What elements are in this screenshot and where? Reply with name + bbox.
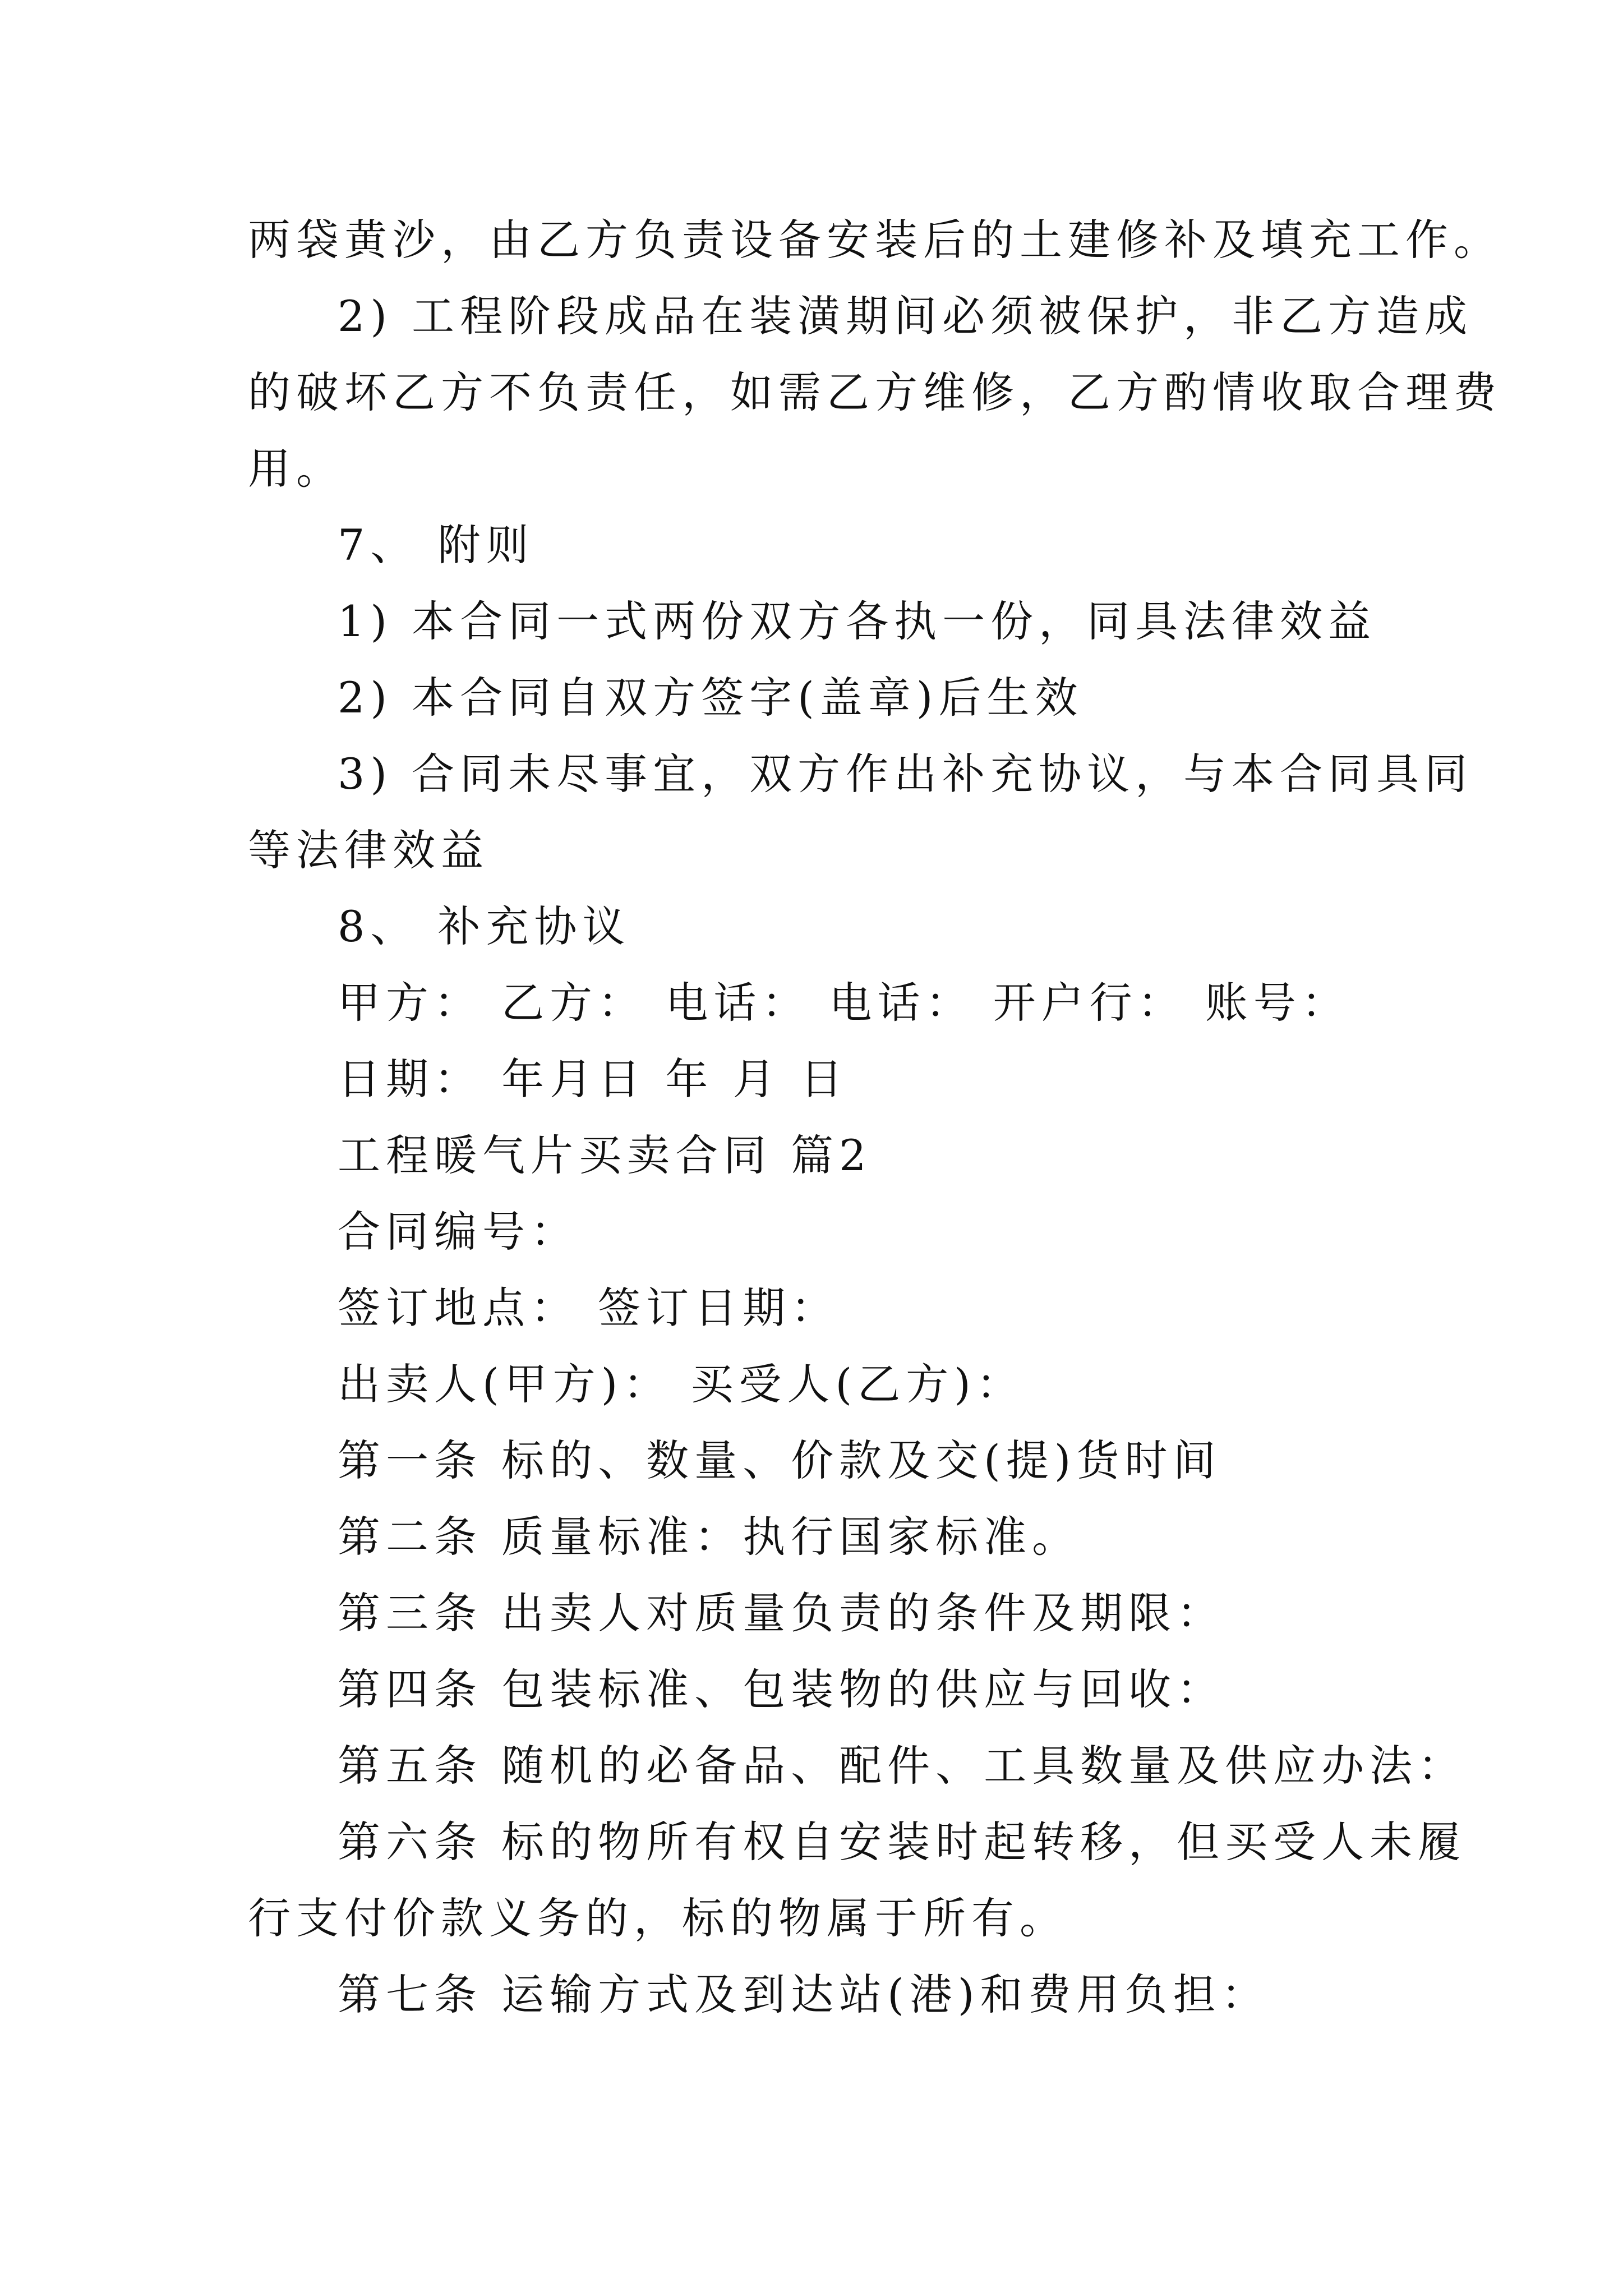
text-line: 日期： 年月日 年 月 日 xyxy=(338,1054,849,1104)
text-line: 第六条 标的物所有权自安装时起转移，但买受人未履 xyxy=(338,1817,1467,1867)
text-line: 用。 xyxy=(248,444,344,494)
text-line: 行支付价款义务的，标的物属于所有。 xyxy=(248,1893,1068,1943)
text-line: 等法律效益 xyxy=(248,825,489,875)
text-line: 8、 补充协议 xyxy=(338,901,631,951)
text-line: 1) 本合同一式两份双方各执一份，同具法律效益 xyxy=(338,596,1377,646)
text-line: 的破坏乙方不负责任，如需乙方维修，乙方酌情收取合理费 xyxy=(248,367,1502,417)
text-line: 第七条 运输方式及到达站(港)和费用负担： xyxy=(338,1970,1270,2019)
text-line: 签订地点： 签订日期： xyxy=(338,1283,840,1333)
text-line: 7、 附则 xyxy=(338,520,534,570)
text-line: 甲方： 乙方： 电话： 电话： 开户行： 账号： xyxy=(338,978,1350,1028)
text-line: 3) 合同未尽事宜，双方作出补充协议，与本合同具同 xyxy=(338,749,1473,799)
text-line: 工程暖气片买卖合同 篇2 xyxy=(338,1130,872,1180)
text-line: 第四条 包装标准、包装物的供应与回收： xyxy=(338,1664,1225,1714)
text-line: 两袋黄沙，由乙方负责设备安装后的土建修补及填充工作。 xyxy=(248,215,1502,265)
text-line: 第三条 出卖人对质量负责的条件及期限： xyxy=(338,1588,1225,1638)
text-line: 合同编号： xyxy=(338,1207,579,1257)
text-line: 出卖人(甲方)： 买受人(乙方)： xyxy=(338,1359,1025,1409)
text-line: 2) 工程阶段成品在装潢期间必须被保护，非乙方造成 xyxy=(338,291,1473,341)
text-line: 第二条 质量标准：执行国家标准。 xyxy=(338,1512,1081,1562)
text-line: 第一条 标的、数量、价款及交(提)货时间 xyxy=(338,1435,1221,1485)
document-body xyxy=(248,202,1502,2033)
text-line: 第五条 随机的必备品、配件、工具数量及供应办法： xyxy=(338,1741,1467,1791)
text-line: 2) 本合同自双方签字(盖章)后生效 xyxy=(338,673,1083,723)
